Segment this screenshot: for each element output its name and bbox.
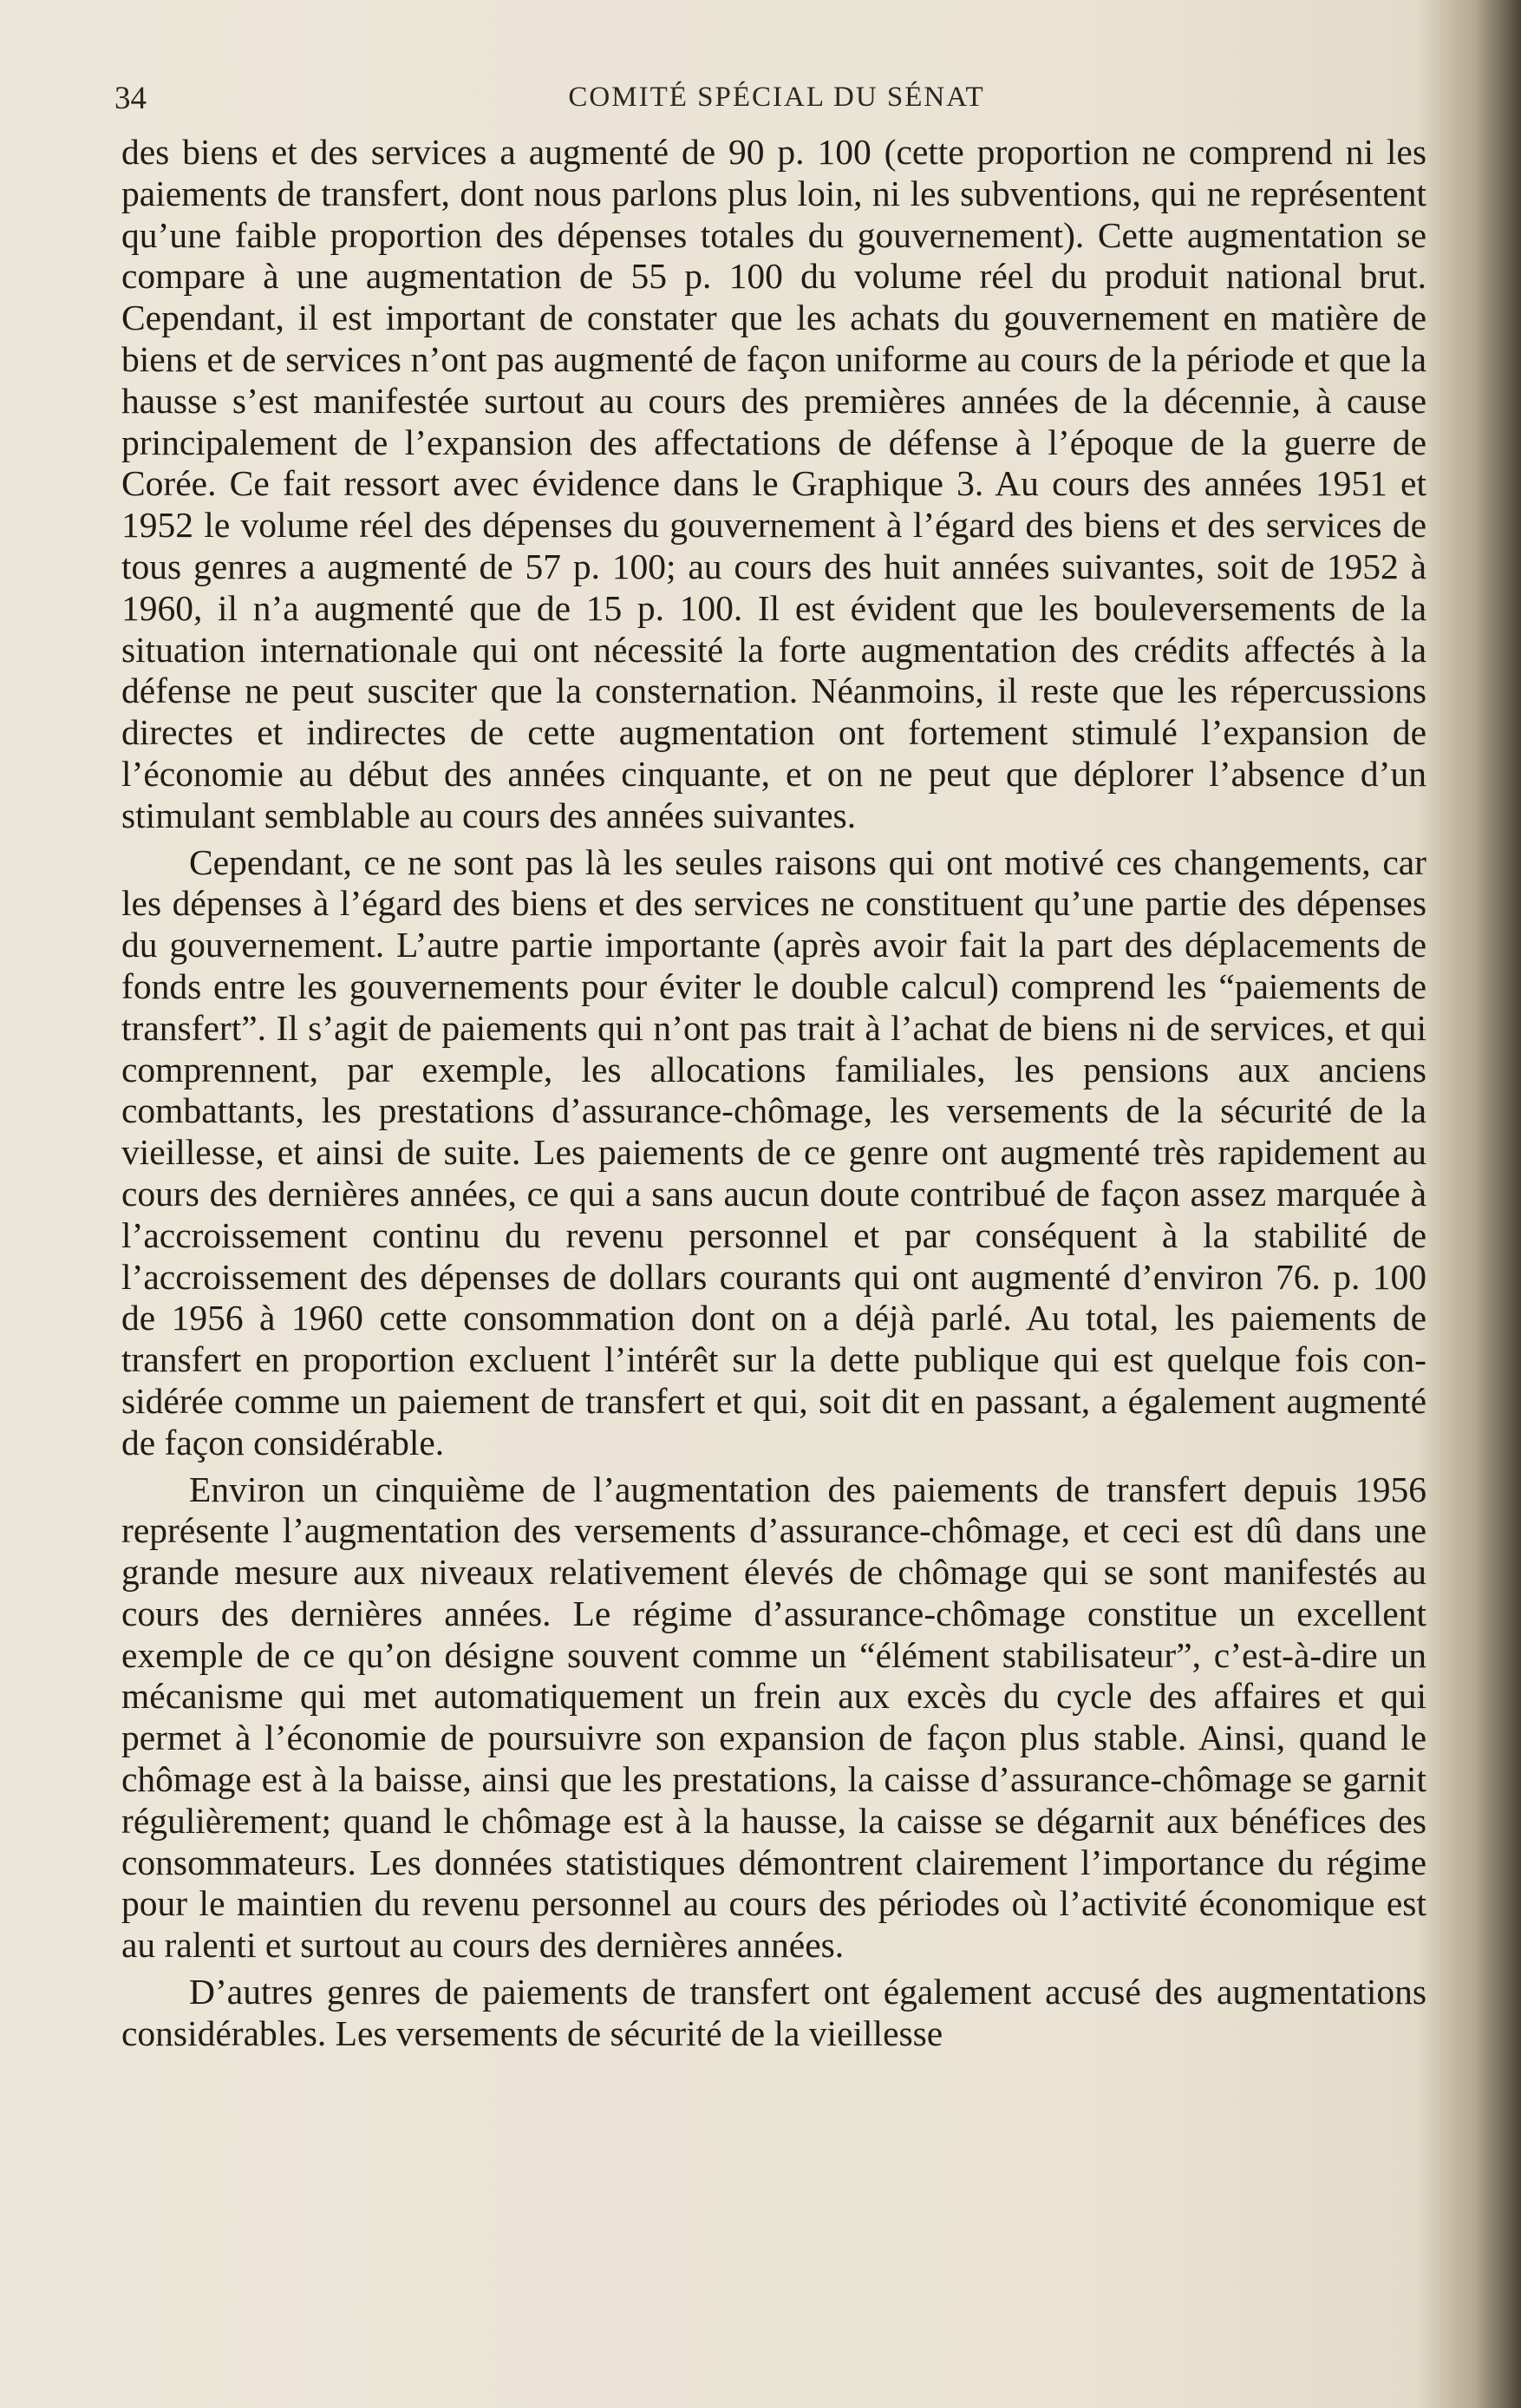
paragraph-2: Cependant, ce ne sont pas là les seules raisons qui ont motivé ces changements, car les dépenses à l’égard des biens et des services ne constituent qu’une partie des dépenses du gouvernement. L’autre partie importante (après avoir fait la part des déplacements de fonds entre les gouvernements pour éviter le double calcul) comprend les “paiements de transfert”. Il s’agit de paiements qui n’ont pas trait à l’achat de biens ni de services, et qui comprennent, par exemple, les allocations familiales, les pensions aux anciens combattants, les prestations d’assurance-chômage, les versements de la sécurité de la vieillesse, et ainsi de suite. Les paiements de ce genre ont augmenté très rapidement au cours des dernières années, ce qui a sans aucun doute contribué de façon assez marquée à l’accroissement continu du revenu personnel et par conséquent à la stabilité de l’accroissement des dépenses de dollars courants qui ont augmenté d’environ 76. p. 100 de 1956 à 1960 cette consommation dont on a déjà parlé. Au total, les paiements de transfert en proportion excluent l’intérêt sur la dette publique qui est quelque fois considérée comme un paiement de transfert et qui, soit dit en passant, a également augmenté de façon considérable. — [121, 841, 1426, 1462]
paragraph-3: Environ un cinquième de l’augmentation des paiements de transfert depuis 1956 représente l’augmentation des versements d’assurance-chômage, et ceci est dû dans une grande mesure aux niveaux relativement élevés de chômage qui se sont manifestés au cours des dernières années. Le régime d’assurance-chômage constitue un excellent exemple de ce qu’on désigne souvent comme un “élément stabilisateur”, c’est-à-dire un mécanisme qui met automatiquement un frein aux excès du cycle des affaires et qui permet à l’économie de poursuivre son expansion de façon plus stable. Ainsi, quand le chômage est à la baisse, ainsi que les prestations, la caisse d’assurance-chômage se garnit régulièrement; quand le chômage est à la hausse, la caisse se dégarnit aux bénéfices des consommateurs. Les données statistiques démontrent clairement l’importance du régime pour le maintien du revenu personnel au cours des périodes où l’activité économique est au ralenti et surtout au cours des dernières années. — [121, 1469, 1426, 1966]
paragraph-4: D’autres genres de paiements de transfert ont également accusé des augmentations considérables. Les versements de sécurité de la vieillesse — [121, 1972, 1426, 2053]
paragraph-1: des biens et des services a augmenté de 90 p. 100 (cette proportion ne comprend ni les paiements de transfert, dont nous parlons plus loin, ni les subventions, qui ne représentent qu’une faible proportion des dépenses totales du gouvernement). Cette augmentation se compare à une augmentation de 55 p. 100 du volume réel du produit national brut. Cependant, il est important de constater que les achats du gouvernement en matière de biens et de services n’ont pas augmenté de façon uniforme au cours de la période et que la hausse s’est manifestée surtout au cours des premières années de la décennie, à cause principalement de l’expansion des affectations de défense à l’époque de la guerre de Corée. Ce fait ressort avec évidence dans le Graphique 3. Au cours des années 1951 et 1952 le volume réel des dépenses du gouvernement à l’égard des biens et des services de tous genres a augmenté de 57 p. 100; au cours des huit années suivantes, soit de 1952 à 1960, il n’a augmenté que de 15 p. 100. Il est évident que les bouleversements de la situation internationale qui ont nécessité la forte augmentation des crédits affectés à la défense ne peut susciter que la consternation. Néanmoins, il reste que les répercussions directes et indirectes de cette augmentation ont fortement stimulé l’expansion de l’économie au début des années cinquante, et on ne peut que déplorer l’absence d’un stimulant semblable au cours des années suivantes. — [121, 132, 1426, 835]
running-title: COMITÉ SPÉCIAL DU SÉNAT — [568, 82, 985, 113]
page-number: 34 — [114, 81, 147, 116]
page-header — [114, 80, 1439, 123]
body-text — [121, 132, 1426, 2055]
